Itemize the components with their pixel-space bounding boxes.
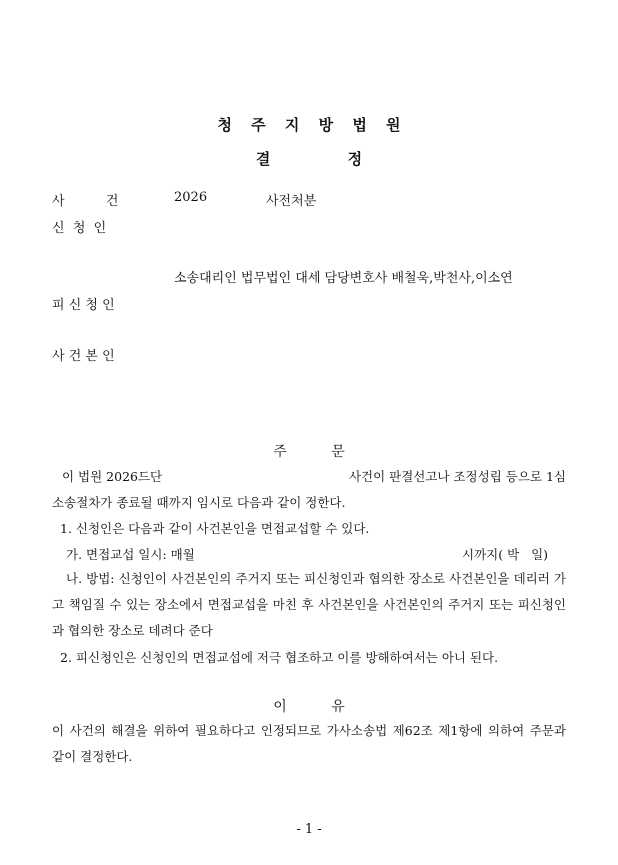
- order-intro-line2: 소송절차가 종료될 때까지 임시로 다음과 같이 정한다.: [52, 495, 346, 510]
- page-number: - 1 -: [296, 822, 322, 837]
- order-item-2: 2. 피신청인은 신청인의 면접교섭에 저극 협조하고 이를 방해하여서는 아니 된다.: [60, 650, 499, 665]
- order-intro-start: 이 법원 2026드단: [62, 469, 163, 484]
- order-heading: 주 문: [273, 444, 345, 460]
- order-item-1a-start: 가. 면접교섭 일시: 매월: [66, 547, 195, 562]
- case-type: 사전처분: [266, 194, 317, 209]
- document-type: 결 정: [255, 150, 363, 168]
- order-item-1: 1. 신청인은 다음과 같이 사건본인을 면접교섭할 수 있다.: [60, 521, 370, 536]
- reason-text: 이 사건의 해결을 위하여 필요하다고 인정되므로 가사소송법 제62조 제1항에 의하여 주문과 같이 결정한다.: [52, 723, 566, 764]
- order-intro-end: 사건이 판결선고나 조정성립 등으로 1심: [348, 469, 566, 484]
- case-label: 사 건: [52, 194, 119, 209]
- reason-heading: 이 유: [273, 699, 345, 715]
- order-item-1b: 나. 방법: 신청인이 사건본인의 주거지 또는 피신청인과 협의한 장소로 사건본인을 데리러 가고 책임질 수 있는 장소에서 면접교섭을 마친 후 사건본인을 사건본인의 주거지 또는 피신청인과 협의한 장소로 데려다 준다: [52, 571, 566, 638]
- case-year: 2026: [174, 190, 208, 205]
- court-name: 청 주 지 방 법 원: [217, 116, 401, 134]
- applicant-agent: 소송대리인 법무법인 대세 담당변호사 배철욱,박천사,이소연: [174, 271, 513, 286]
- order-item-1a-end: 시까지( 박 일): [462, 547, 549, 562]
- subject-label: 사 건 본 인: [52, 349, 115, 364]
- respondent-label: 피 신 청 인: [52, 298, 115, 313]
- applicant-label: 신 청 인: [52, 221, 107, 236]
